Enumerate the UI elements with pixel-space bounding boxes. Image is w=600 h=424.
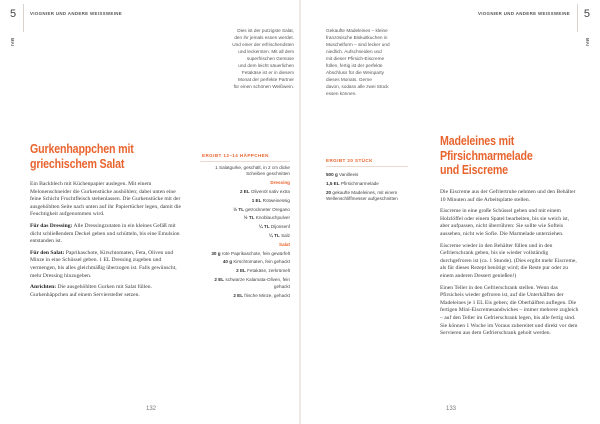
ingredient-quantity: 1,5 EL [326,180,340,186]
ingredient-text: Vanilleeis [339,172,359,177]
intro-line: Monat der perfekte Partner [237,77,294,83]
method-paragraph: Einen Teller in den Gefrierschrank stellen. Wenn das Pfirsicheis wieder gefroren ist, auf die Unterhälften der Madeleines je 1 EL Eis geben; die Oberhälften auflegen. Die fertigen Mini-Eiscremesandwiches – immer mehrere zugleich – auf den Teller im Gefrierschrank legen, bis alle fertig sind. Sie können 1 Woche im Voraus zubereitet und direkt vor dem Servieren aus dem Gefrierschrank geholt werden. [440,284,579,337]
method-paragraph: Eiscreme in eine große Schüssel geben und mit einem Holzlöffel oder einem Spatel bearbeiten, bis sie weich ist, aber aufpassen, nicht überrühren: Sie sollte wie Softeis aussehen, nicht wie Sofie. Die Marmelade unterziehen. [440,208,570,237]
ingredient-item [198,293,290,299]
header-divider [577,4,578,32]
yield-rule [326,166,408,167]
recipe-title-line: Gurkenhappchen mit [30,141,134,156]
method-step-text: Ein Backblech mit Küchenpapier auslegen. Mit einem Melonenschneider die Gurkenstücke aushöhlen; dabei unten eine feine Schicht Fruchtfleisch stehenlassen. Die Gurkenstücke mit der ausgehöhlten Seite nach unten auf ihr Papiertücher legen, damit die Feuchtigkeit aufgenommen wird. [30,181,181,218]
ingredient-text: Pfirsichmarmelade [340,180,379,186]
method-paragraph [30,181,186,219]
intro-line: mit dieser Pfirsich-Eiscreme [326,56,385,62]
ingredient-quantity: 20 [326,189,332,195]
method-step-label: Für den Salat: [30,249,65,256]
recipe-method [440,189,580,342]
ingredient-quantity: ¼ TL [258,224,270,230]
recipe-title-line: Madeleines mit [440,133,515,148]
ingredient-text: Knoblauchpulver [255,215,290,221]
ingredient-item [326,172,410,178]
ingredient-item [198,215,290,221]
ingredient-text: gekaufte Madeleines, mit einem Wellenschliffmesser aufgeschnitten [326,189,398,202]
method-paragraph: Eiscreme wieder in den Behälter füllen und in den Gefrierschrank geben, bis sie wieder vollständig durchgefroren ist (ca. 1 Stunde). (Dies ergibt mehr Eiscreme, als für dieses Rezept benötigt wird; die Reste pur oder zu einem anderen Dessert genießen!) [440,242,577,279]
ingredient-item [326,190,410,203]
ingredient-item [198,251,290,257]
intro-line: Fetakäse ist er in diesem [241,70,294,76]
method-step-text: Alle Dressingzutaten in ein kleines Gefäß mit dicht schließendem Deckel geben und schütteln, bis eine Emulsion entstanden ist. [30,222,180,245]
page-section-number: 5 [10,8,17,20]
ingredient-quantity: 2 EL [239,188,250,194]
ingredient-text: Olivenöl nativ extra [250,188,290,194]
ingredient-quantity: 40 g [222,259,233,265]
yield-heading: ERGIBT 20 STÜCK [326,158,373,163]
intro-line: essen können. [326,91,357,97]
intro-line: Und einer der erfrischendsten [232,42,294,48]
ingredient-text: schwarze Kalamata-Oliven, fein gehackt [225,277,290,289]
method-step-text: Die ausgehöhlten Gurken mit Salat füllen. Gurkenhäppchen auf einem Serviersteller setzen. [30,284,152,298]
ingredient-text: 1 Salatgurke, geschält, in 2 cm dicke Scheiben geschnitten [215,165,290,177]
month-side-label: MAI [585,38,590,47]
intro-line: französische Biskuitkuchen in [326,35,388,41]
intro-line: den ihr jemals essen werdet. [234,35,294,41]
intro-line: superfrischen Gemüse [246,56,294,62]
intro-line: Gekaufte Madeleines – kleine [326,28,388,33]
ingredient-item [198,165,290,178]
ingredient-item [326,181,410,187]
ingredient-text: Rotweinessig [262,197,290,203]
yield-rule [200,161,290,162]
ingredient-item [198,189,290,195]
page-section-number: 5 [583,8,590,20]
ingredient-list [326,172,410,205]
intro-line: Muschelform – sind lecker und [326,42,390,48]
intro-line: niedlich. Aufschneiden und [326,49,382,55]
ingredient-item [198,268,290,274]
folio-number: 132 [146,406,157,412]
intro-line: für einen schönen Weißwein. [233,84,294,90]
intro-line: Dies ist der putzigste Salat, [237,28,294,33]
ingredient-text: Kirschtomaten, fein gehackt [233,259,290,265]
method-paragraph [30,223,186,246]
recipe-title [440,134,533,178]
ingredient-quantity: ½ TL [243,215,255,221]
intro-line: und dem leicht säuerlichen [238,63,294,69]
ingredient-text: Fetakäse, zerkrümelt [247,268,290,274]
ingredient-quantity: 500 g [326,172,338,177]
ingredient-quantity: 2 EL [233,292,244,298]
ingredient-item [198,224,290,230]
recipe-method [30,181,186,303]
method-paragraph: Die Eiscreme aus der Gefriertruhe nehmen und den Behälter 10 Minuten auf die Arbeitsplatte stellen. [440,189,576,203]
ingredient-item [198,233,290,239]
ingredient-subheading: Salat [279,242,290,248]
month-side-label: MAI [10,38,15,47]
method-step-label: Für das Dressing: [30,222,73,229]
ingredient-item [198,198,290,204]
ingredient-item [198,207,290,213]
intro-line: Abschluss für die Weinparty [326,70,385,76]
ingredient-quantity: ½ TL [233,206,245,212]
chapter-header: VIOGNIER UND ANDERE WEISSWEINE [477,11,570,16]
recipe-title-line: Pfirsichmarmelade [440,147,533,163]
ingredient-subheading: Dressing [270,180,290,186]
folio-number: 133 [446,406,457,412]
yield-heading: ERGIBT 12–14 HÄPPCHEN [202,153,269,158]
ingredient-item [198,277,290,290]
right-page [300,0,600,424]
intro-line: füllen, fertig ist der perfekte [326,63,383,69]
recipe-title-line: und Eiscreme [440,162,508,177]
ingredient-text: rote Paprikaschote, fein gewürfelt [221,250,290,256]
method-step-label: Anrichten: [30,284,57,291]
recipe-intro [186,27,294,90]
intro-line: dieses Monats. Gerne [326,77,372,83]
ingredient-text: Salz [281,233,290,239]
method-paragraph [30,284,186,299]
recipe-title-line: griechischem Salat [30,155,125,171]
ingredient-quantity: ¼ TL [269,233,280,239]
intro-line: und leckersten. Mit all dem [238,49,294,55]
method-step-text: Paprikaschote, Kirschtomaten, Feta, Oliven und Minze in eine Schüssel geben. 1 EL Dressing zugeben und vermengen, bis alles gleichmäßig überzogen ist. Falls gewünscht, mehr Dressing hinzugeben. [30,249,177,279]
ingredient-quantity: 30 g [211,250,221,256]
intro-line: davon, sodass alle zwei Stück [326,84,389,90]
recipe-title [30,142,134,171]
recipe-intro [326,27,434,97]
ingredient-text: getrockneter Oregano [245,206,290,212]
header-divider [23,4,24,32]
ingredient-list [198,165,290,302]
ingredient-text: frische Minze, gehackt [244,292,290,298]
ingredient-text: Dijonsenf [270,224,290,230]
ingredient-item [198,259,290,265]
ingredient-quantity: 1 EL [251,197,262,203]
ingredient-quantity: 2 EL [214,277,225,283]
ingredient-quantity: 2 EL [236,268,246,274]
method-paragraph [30,250,186,280]
chapter-header: VIOGNIER UND ANDERE WEISSWEINE [30,11,123,16]
